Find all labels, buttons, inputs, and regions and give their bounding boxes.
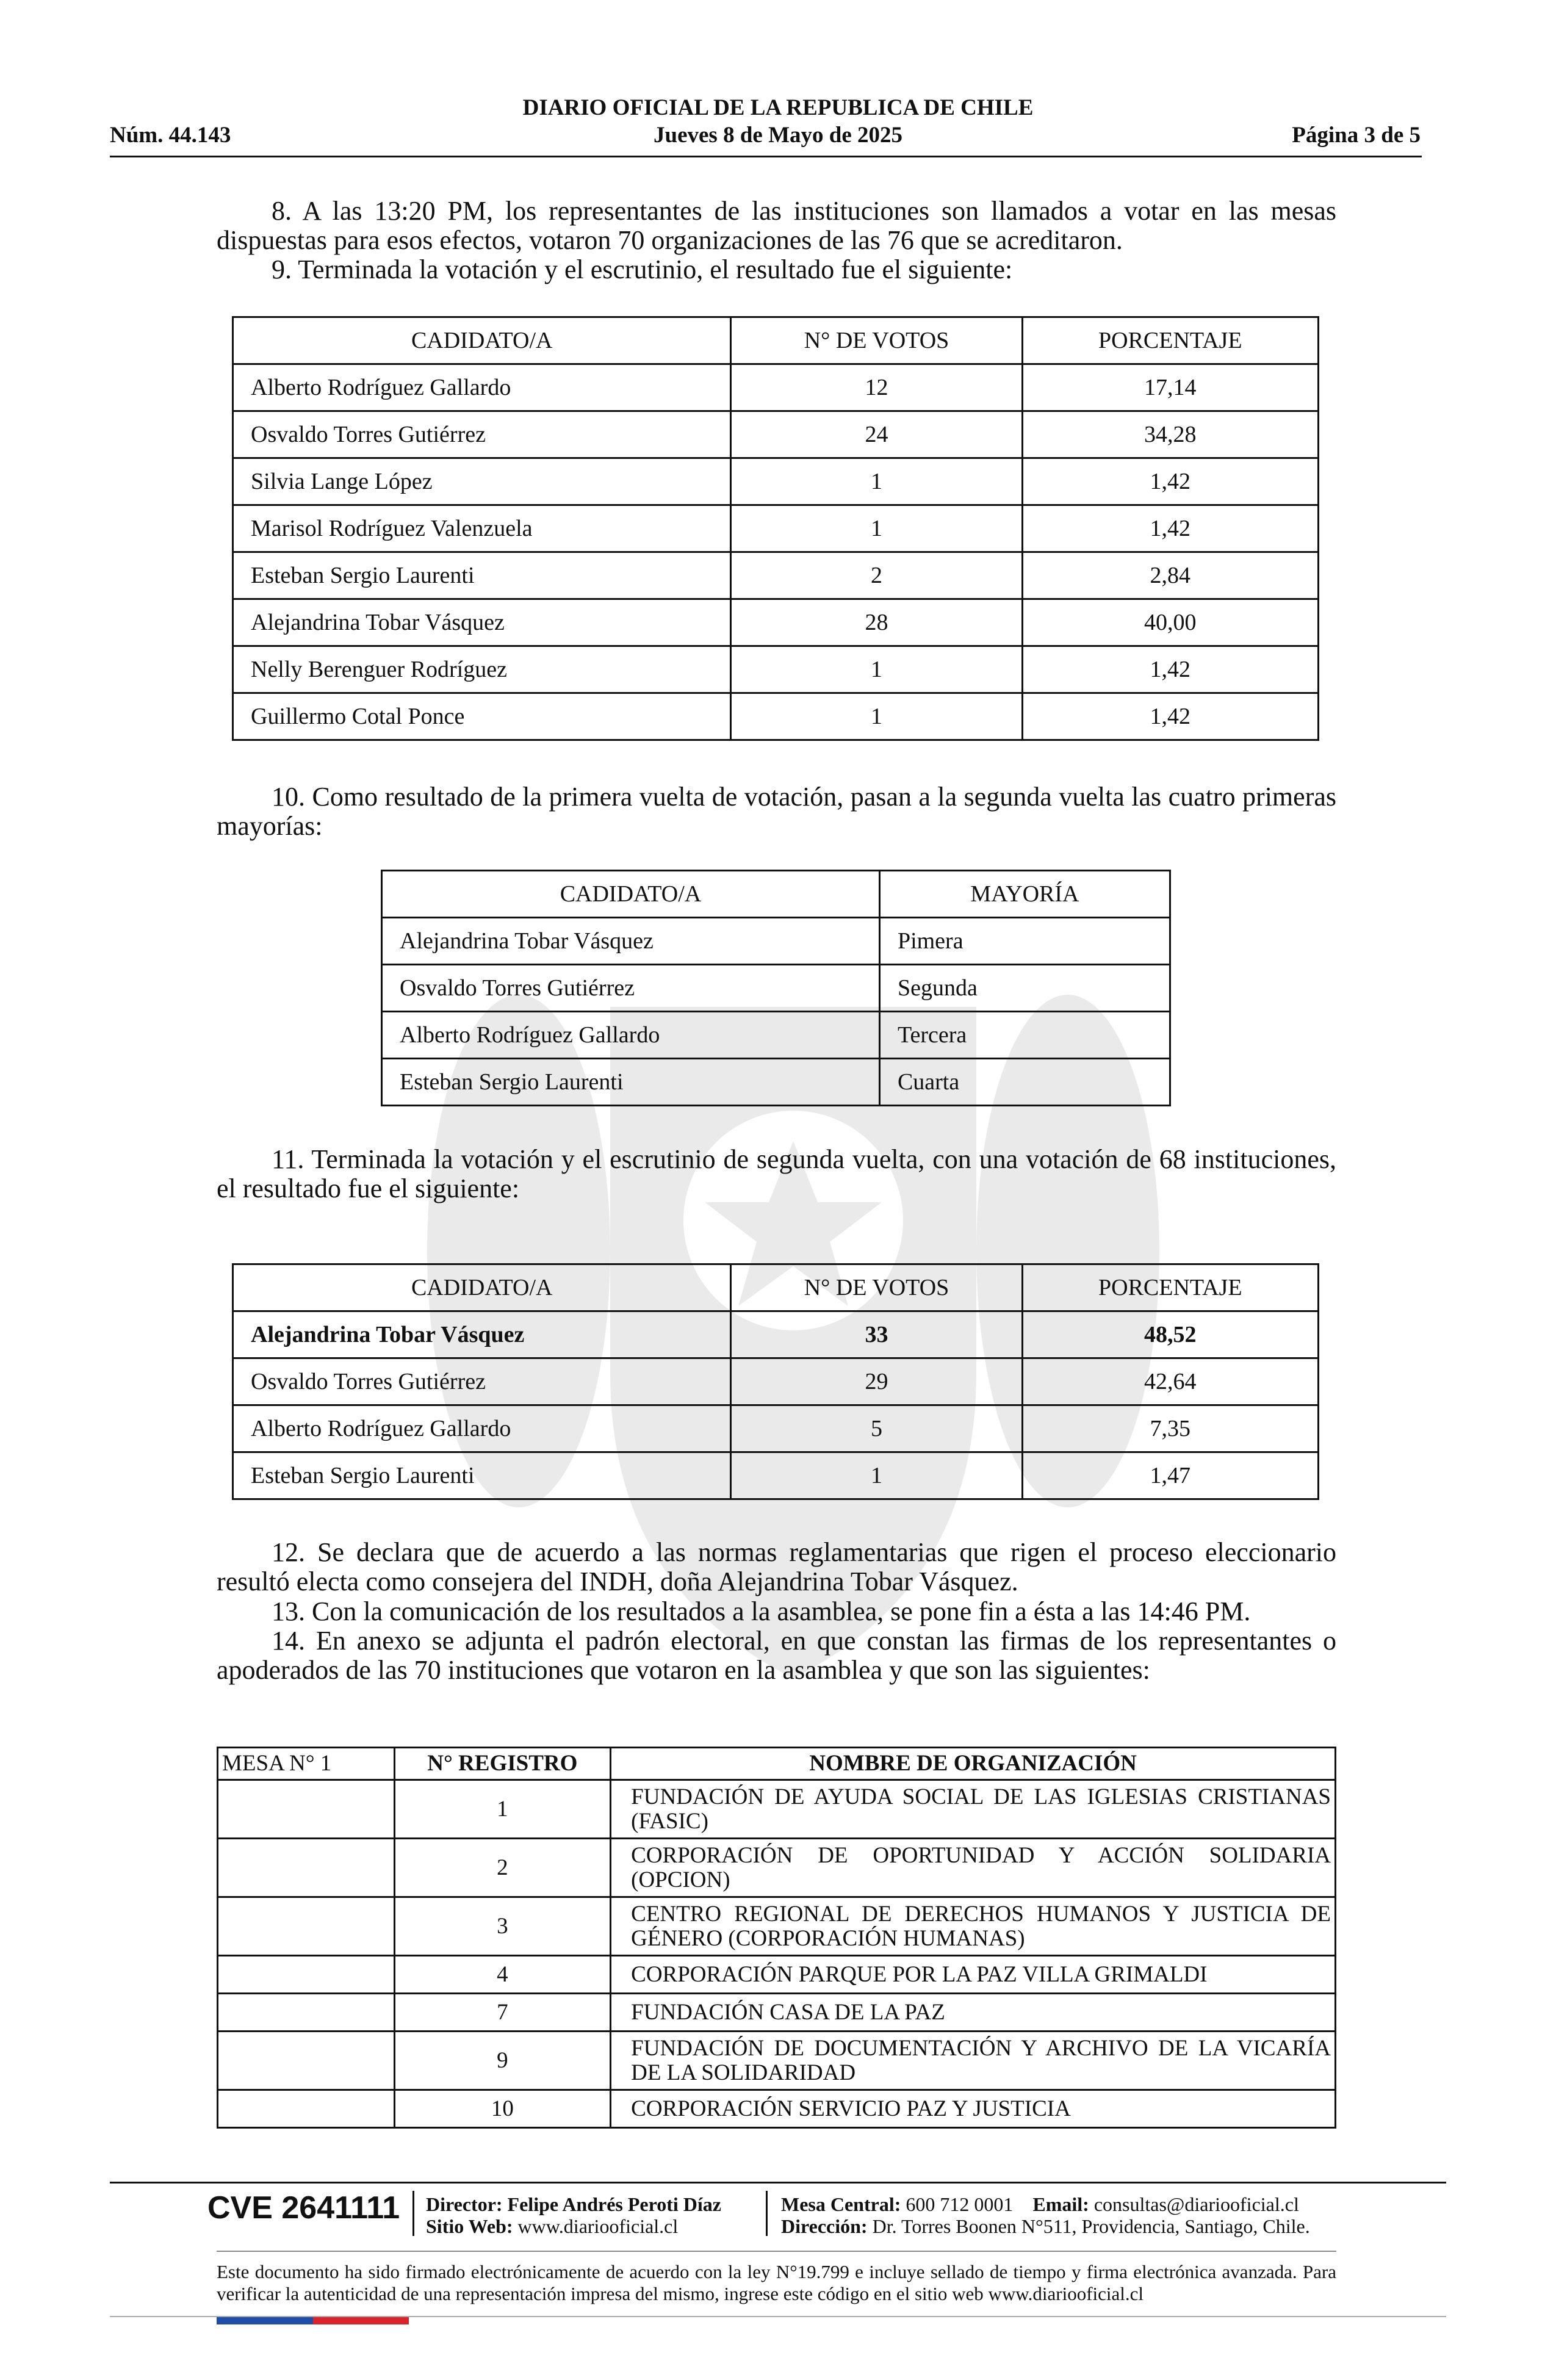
registry-number: 7 bbox=[394, 1994, 611, 2032]
table-number-cell bbox=[218, 1994, 395, 2032]
paragraph-8: 8. A las 13:20 PM, los representantes de las instituciones son llamados a votar en las mesas dispuestas para esos efectos, votaron 70 organizaciones de las 76 que se acreditaron. bbox=[217, 196, 1336, 255]
candidate-name: Marisol Rodríguez Valenzuela bbox=[233, 505, 731, 552]
column-header-candidate: CADIDATO/A bbox=[233, 317, 731, 364]
organization-name: FUNDACIÓN CASA DE LA PAZ bbox=[611, 1994, 1336, 2032]
column-header-percentage: PORCENTAJE bbox=[1022, 1264, 1318, 1311]
address-text: Dr. Torres Boonen N°511, Providencia, Santiago, Chile. bbox=[872, 2215, 1310, 2237]
table-row bbox=[218, 1956, 1336, 1994]
registry-number: 4 bbox=[394, 1956, 611, 1994]
majority-rank: Pimera bbox=[879, 918, 1170, 965]
candidate-name: Nelly Berenguer Rodríguez bbox=[233, 646, 731, 693]
table-header-row bbox=[218, 1748, 1336, 1780]
table-row bbox=[233, 1452, 1319, 1499]
flag-stripe-blue bbox=[217, 2317, 313, 2324]
vote-percentage: 1,47 bbox=[1022, 1452, 1318, 1499]
table-number-cell bbox=[218, 1839, 395, 1897]
table-row bbox=[382, 1012, 1170, 1059]
vote-percentage: 1,42 bbox=[1022, 693, 1318, 740]
vote-count: 5 bbox=[731, 1405, 1022, 1452]
table-row bbox=[233, 599, 1319, 646]
vote-percentage: 1,42 bbox=[1022, 505, 1318, 552]
header-divider bbox=[110, 156, 1422, 157]
paragraph-11: 11. Terminada la votación y el escrutinio de segunda vuelta, con una votación de 68 instituciones, el resultado fue el siguiente: bbox=[217, 1144, 1336, 1203]
mesa-phone: 600 712 0001 bbox=[906, 2193, 1014, 2215]
candidate-name: Alejandrina Tobar Vásquez bbox=[382, 918, 880, 965]
table-row bbox=[218, 2090, 1336, 2128]
majority-rank: Tercera bbox=[879, 1012, 1170, 1059]
organization-name: CENTRO REGIONAL DE DERECHOS HUMANOS Y JUSTICIA DE GÉNERO (CORPORACIÓN HUMANAS) bbox=[611, 1897, 1336, 1956]
registry-number: 10 bbox=[394, 2090, 611, 2128]
table-row bbox=[218, 1897, 1336, 1956]
candidate-name: Guillermo Cotal Ponce bbox=[233, 693, 731, 740]
director-label: Director: bbox=[426, 2193, 503, 2215]
issue-number: Núm. 44.143 bbox=[110, 123, 231, 148]
vote-percentage: 40,00 bbox=[1022, 599, 1318, 646]
majority-rank: Cuarta bbox=[879, 1059, 1170, 1106]
candidate-name: Alberto Rodríguez Gallardo bbox=[382, 1012, 880, 1059]
vote-percentage: 1,42 bbox=[1022, 458, 1318, 505]
electoral-registry-table bbox=[217, 1747, 1336, 2129]
table-row bbox=[218, 2032, 1336, 2090]
newspaper-title: DIARIO OFICIAL DE LA REPUBLICA DE CHILE bbox=[522, 95, 1034, 120]
candidate-name: Esteban Sergio Laurenti bbox=[233, 552, 731, 599]
table-row bbox=[233, 505, 1319, 552]
table-row bbox=[233, 1405, 1319, 1452]
vote-percentage: 1,42 bbox=[1022, 646, 1318, 693]
address-label: Dirección: bbox=[781, 2215, 868, 2237]
majorities-table bbox=[381, 870, 1171, 1106]
winner-row bbox=[233, 1311, 1319, 1358]
vote-percentage: 34,28 bbox=[1022, 411, 1318, 458]
column-header-percentage: PORCENTAJE bbox=[1022, 317, 1318, 364]
registry-number: 2 bbox=[394, 1839, 611, 1897]
candidate-name: Osvaldo Torres Gutiérrez bbox=[382, 965, 880, 1012]
table-row bbox=[233, 458, 1319, 505]
table-row bbox=[233, 646, 1319, 693]
mesa-label: Mesa Central: bbox=[781, 2193, 901, 2215]
table-header-row bbox=[233, 1264, 1319, 1311]
table-number-cell bbox=[218, 2090, 395, 2128]
vote-count: 12 bbox=[731, 364, 1022, 411]
table-number-cell bbox=[218, 1780, 395, 1839]
issue-date: Jueves 8 de Mayo de 2025 bbox=[654, 123, 902, 148]
candidate-name: Osvaldo Torres Gutiérrez bbox=[233, 411, 731, 458]
candidate-name: Esteban Sergio Laurenti bbox=[382, 1059, 880, 1106]
column-header-candidate: CADIDATO/A bbox=[233, 1264, 731, 1311]
table-row bbox=[233, 411, 1319, 458]
footer-separator bbox=[412, 2191, 414, 2236]
paragraph-12: 12. Se declara que de acuerdo a las normas reglamentarias que rigen el proceso eleccionario resultó electa como consejera del INDH, doña Alejandrina Tobar Vásquez. bbox=[217, 1537, 1336, 1596]
candidate-name: Alberto Rodríguez Gallardo bbox=[233, 1405, 731, 1452]
table-row bbox=[218, 1994, 1336, 2032]
table-header-row bbox=[233, 317, 1319, 364]
table-header-row bbox=[382, 871, 1170, 918]
organization-name: CORPORACIÓN DE OPORTUNIDAD Y ACCIÓN SOLIDARIA (OPCION) bbox=[611, 1839, 1336, 1897]
table-number-cell bbox=[218, 1956, 395, 1994]
footer-director-block bbox=[426, 2193, 721, 2237]
page-indicator: Página 3 de 5 bbox=[1292, 123, 1421, 148]
table-row bbox=[382, 1059, 1170, 1106]
vote-percentage: 7,35 bbox=[1022, 1405, 1318, 1452]
vote-count: 2 bbox=[731, 552, 1022, 599]
vote-count: 29 bbox=[731, 1358, 1022, 1405]
paragraph-10: 10. Como resultado de la primera vuelta de votación, pasan a la segunda vuelta las cuatro primeras mayorías: bbox=[217, 782, 1336, 841]
registry-number: 1 bbox=[394, 1780, 611, 1839]
organization-name: CORPORACIÓN PARQUE POR LA PAZ VILLA GRIMALDI bbox=[611, 1956, 1336, 1994]
footer-contact-block bbox=[781, 2193, 1310, 2237]
candidate-name: Alberto Rodríguez Gallardo bbox=[233, 364, 731, 411]
vote-percentage: 2,84 bbox=[1022, 552, 1318, 599]
second-round-results-table bbox=[232, 1263, 1319, 1500]
column-header-votes: N° DE VOTOS bbox=[731, 1264, 1022, 1311]
table-row bbox=[218, 1839, 1336, 1897]
vote-count: 1 bbox=[731, 505, 1022, 552]
registry-number: 3 bbox=[394, 1897, 611, 1956]
vote-count: 1 bbox=[731, 693, 1022, 740]
vote-percentage: 48,52 bbox=[1022, 1311, 1318, 1358]
vote-percentage: 42,64 bbox=[1022, 1358, 1318, 1405]
flag-stripe-red bbox=[313, 2317, 409, 2324]
vote-count: 1 bbox=[731, 646, 1022, 693]
table-row bbox=[233, 552, 1319, 599]
table-row bbox=[233, 364, 1319, 411]
column-header-organization: NOMBRE DE ORGANIZACIÓN bbox=[611, 1748, 1336, 1780]
vote-count: 28 bbox=[731, 599, 1022, 646]
vote-percentage: 17,14 bbox=[1022, 364, 1318, 411]
column-header-registry-number: N° REGISTRO bbox=[394, 1748, 611, 1780]
column-header-votes: N° DE VOTOS bbox=[731, 317, 1022, 364]
footer-inner-divider bbox=[217, 2251, 1336, 2252]
vote-count: 24 bbox=[731, 411, 1022, 458]
website-link[interactable]: www.diariooficial.cl bbox=[517, 2215, 679, 2237]
table-row bbox=[382, 965, 1170, 1012]
candidate-name: Esteban Sergio Laurenti bbox=[233, 1452, 731, 1499]
footer-divider bbox=[110, 2182, 1446, 2183]
column-header-table-number: MESA N° 1 bbox=[218, 1748, 395, 1780]
vote-count: 1 bbox=[731, 458, 1022, 505]
table-number-cell bbox=[218, 1897, 395, 1956]
electronic-signature-note: Este documento ha sido firmado electrónicamente de acuerdo con la ley N°19.799 e incluye sellado de tiempo y firma electrónica avanzada. Para verificar la autenticidad de una representación impresa del mismo, ingrese este código en el sitio web www.diariooficial.cl bbox=[217, 2261, 1336, 2304]
vote-count: 1 bbox=[731, 1452, 1022, 1499]
registry-number: 9 bbox=[394, 2032, 611, 2090]
candidate-name: Osvaldo Torres Gutiérrez bbox=[233, 1358, 731, 1405]
organization-name: FUNDACIÓN DE DOCUMENTACIÓN Y ARCHIVO DE LA VICARÍA DE LA SOLIDARIDAD bbox=[611, 2032, 1336, 2090]
footer-separator bbox=[766, 2191, 768, 2236]
column-header-majority: MAYORÍA bbox=[879, 871, 1170, 918]
paragraph-14: 14. En anexo se adjunta el padrón electoral, en que constan las firmas de los representantes o apoderados de las 70 instituciones que votaron en la asamblea y que son las siguientes: bbox=[217, 1626, 1336, 1685]
table-row bbox=[218, 1780, 1336, 1839]
website-label: Sitio Web: bbox=[426, 2215, 513, 2237]
majority-rank: Segunda bbox=[879, 965, 1170, 1012]
organization-name: FUNDACIÓN DE AYUDA SOCIAL DE LAS IGLESIAS CRISTIANAS (FASIC) bbox=[611, 1780, 1336, 1839]
email-link[interactable]: consultas@diariooficial.cl bbox=[1093, 2193, 1299, 2215]
first-round-results-table bbox=[232, 316, 1319, 741]
table-row bbox=[382, 918, 1170, 965]
table-number-cell bbox=[218, 2032, 395, 2090]
organization-name: CORPORACIÓN SERVICIO PAZ Y JUSTICIA bbox=[611, 2090, 1336, 2128]
candidate-name: Alejandrina Tobar Vásquez bbox=[233, 599, 731, 646]
table-row bbox=[233, 1358, 1319, 1405]
table-row bbox=[233, 693, 1319, 740]
candidate-name: Alejandrina Tobar Vásquez bbox=[233, 1311, 731, 1358]
paragraph-9: 9. Terminada la votación y el escrutinio, el resultado fue el siguiente: bbox=[272, 254, 1013, 284]
director-name: Felipe Andrés Peroti Díaz bbox=[507, 2193, 721, 2215]
candidate-name: Silvia Lange López bbox=[233, 458, 731, 505]
column-header-candidate: CADIDATO/A bbox=[382, 871, 880, 918]
cve-code: CVE 2641111 bbox=[207, 2190, 400, 2226]
vote-count: 33 bbox=[731, 1311, 1022, 1358]
email-label: Email: bbox=[1032, 2193, 1089, 2215]
paragraph-13: 13. Con la comunicación de los resultados a la asamblea, se pone fin a ésta a las 14:46 PM. bbox=[272, 1596, 1251, 1626]
